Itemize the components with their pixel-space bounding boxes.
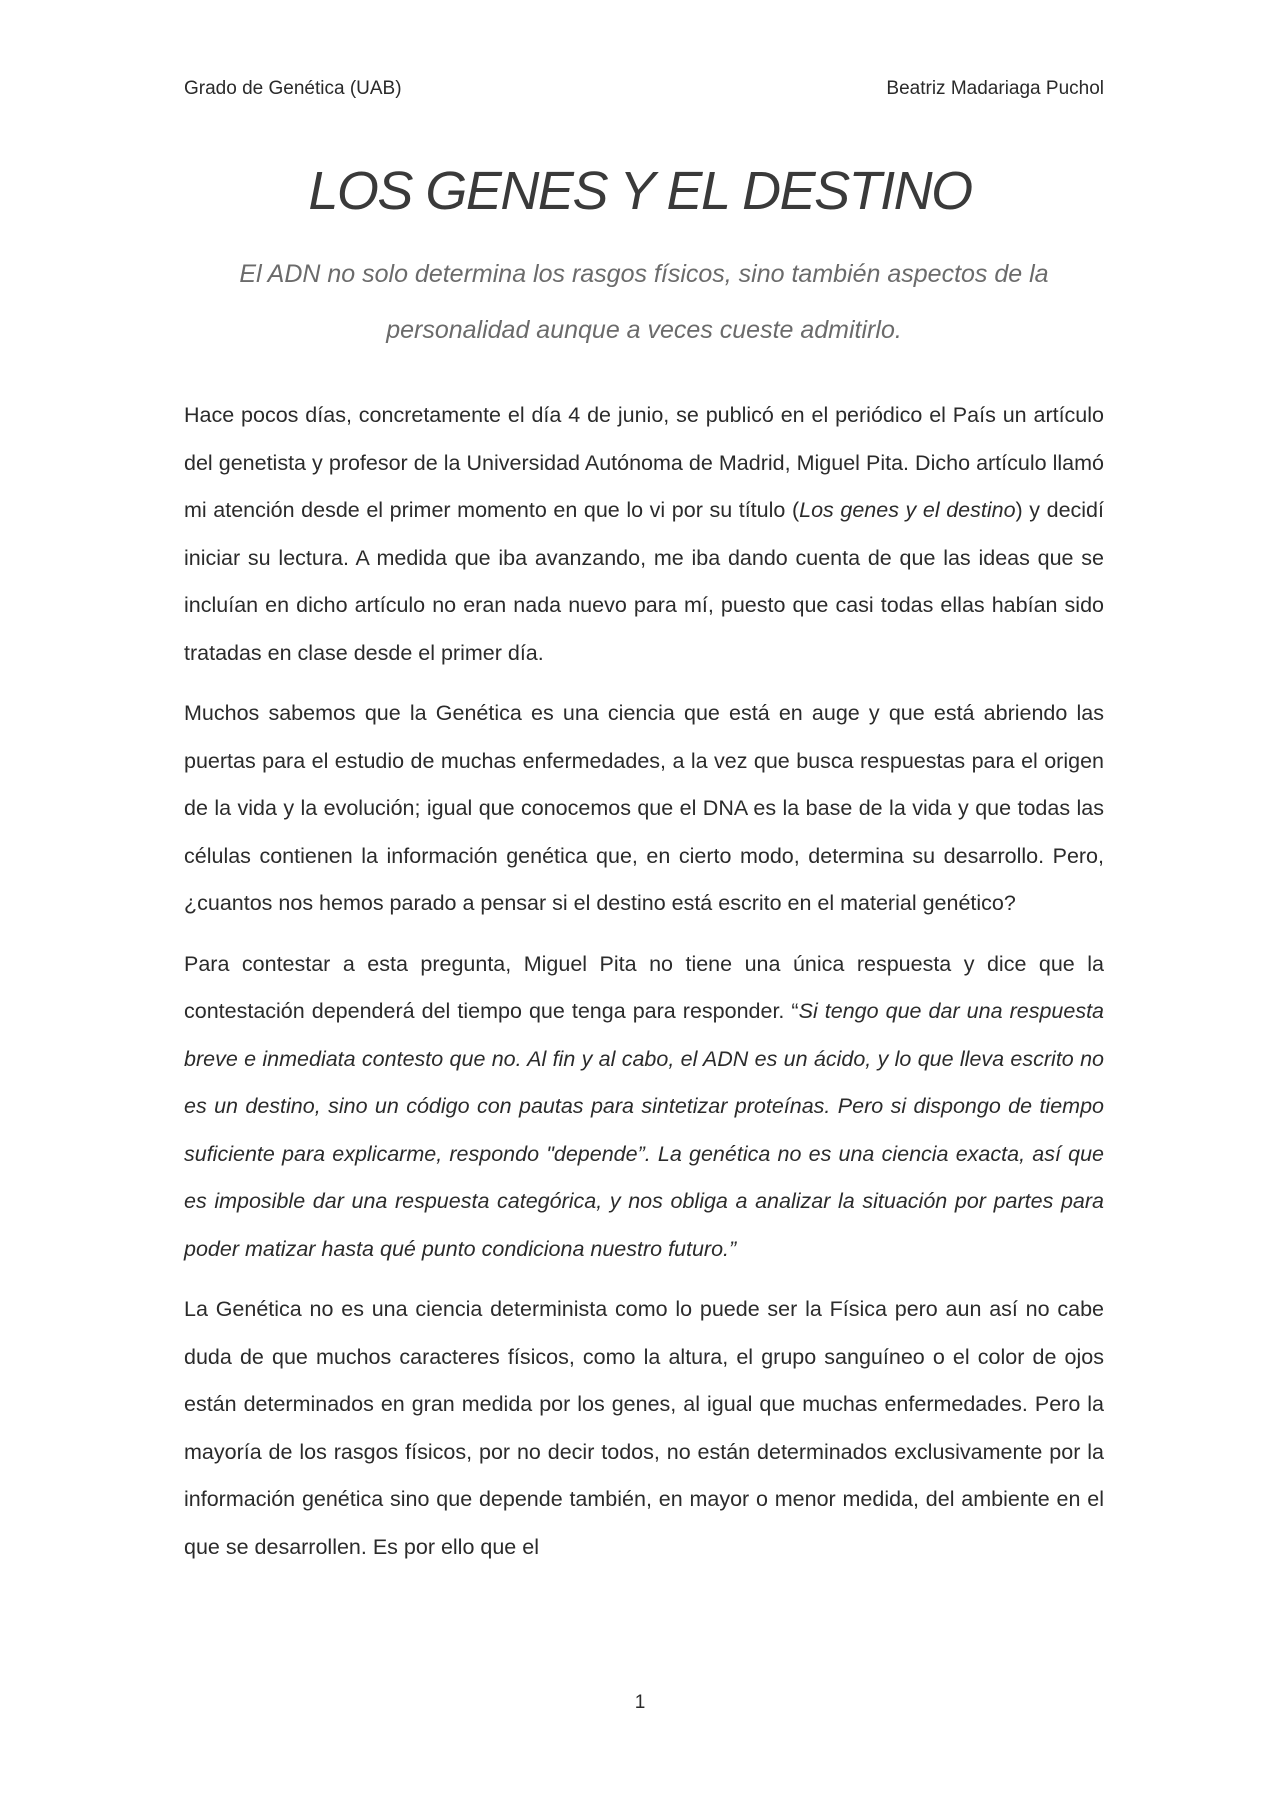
document-body xyxy=(184,392,1104,1584)
paragraph-1 xyxy=(184,392,1104,677)
paragraph-1-part-b: ) y decidí iniciar su lectura. A medida que iba avanzando, me iba dando cuenta de que las ideas que se incluían en dicho artículo no eran nada nuevo para mí, puesto que casi todas ellas habían sido tratadas en clase desde el primer día. xyxy=(184,498,1104,665)
paragraph-3-intro: Para contestar a esta pregunta, Miguel Pita no tiene una única respuesta y dice que la contestación dependerá del tiempo que tenga para responder. “ xyxy=(184,951,1104,1023)
document-subtitle: El ADN no solo determina los rasgos físicos, sino también aspectos de la personalidad aunque a veces cueste admitirlo. xyxy=(239,260,1049,344)
paragraph-2: Muchos sabemos que la Genética es una ciencia que está en auge y que está abriendo las puertas para el estudio de muchas enfermedades, a la vez que busca respuestas para el origen de la vida y la evolución; igual que conocemos que el DNA es la base de la vida y que todas las células contienen la información genética que, en cierto modo, determina su desarrollo. Pero, ¿cuantos nos hemos parado a pensar si el destino está escrito en el material genético? xyxy=(184,701,1104,915)
page-header xyxy=(184,78,1104,100)
paragraph-1-part-a: Hace pocos días, concretamente el día 4 de junio, se publicó en el periódico el País un artículo del genetista y profesor de la Universidad Autónoma de Madrid, Miguel Pita. Dicho artículo llamó mi atención desde el primer momento en que lo vi por su título ( xyxy=(184,403,1104,522)
page-number: 1 xyxy=(634,1692,646,1713)
quote-italic: Si tengo que dar una respuesta breve e inmediata contesto que no. Al fin y al cabo, el ADN es un ácido, y lo que lleva escrito no es un destino, sino un código con pautas para sintetizar proteínas. Pero si dispongo de tiempo suficiente para explicarme, respondo "depende”. La genética no es una ciencia exacta, así que es imposible dar una respuesta categórica, y nos obliga a analizar la situación por partes para poder matizar hasta qué punto condiciona nuestro futuro.” xyxy=(184,999,1104,1261)
header-course: Grado de Genética (UAB) xyxy=(184,78,402,99)
paragraph-4: La Genética no es una ciencia determinista como lo puede ser la Física pero aun así no cabe duda de que muchos caracteres físicos, como la altura, el grupo sanguíneo o el color de ojos están determinados en gran medida por los genes, al igual que muchas enfermedades. Pero la mayoría de los rasgos físicos, por no decir todos, no están determinados exclusivamente por la información genética sino que depende también, en mayor o menor medida, del ambiente en el que se desarrollen. Es por ello que el xyxy=(184,1297,1104,1559)
article-title-italic: Los genes y el destino xyxy=(799,498,1016,522)
document-title: LOS GENES Y EL DESTINO xyxy=(308,161,972,221)
header-author: Beatriz Madariaga Puchol xyxy=(886,78,1104,99)
paragraph-3 xyxy=(184,941,1104,1274)
